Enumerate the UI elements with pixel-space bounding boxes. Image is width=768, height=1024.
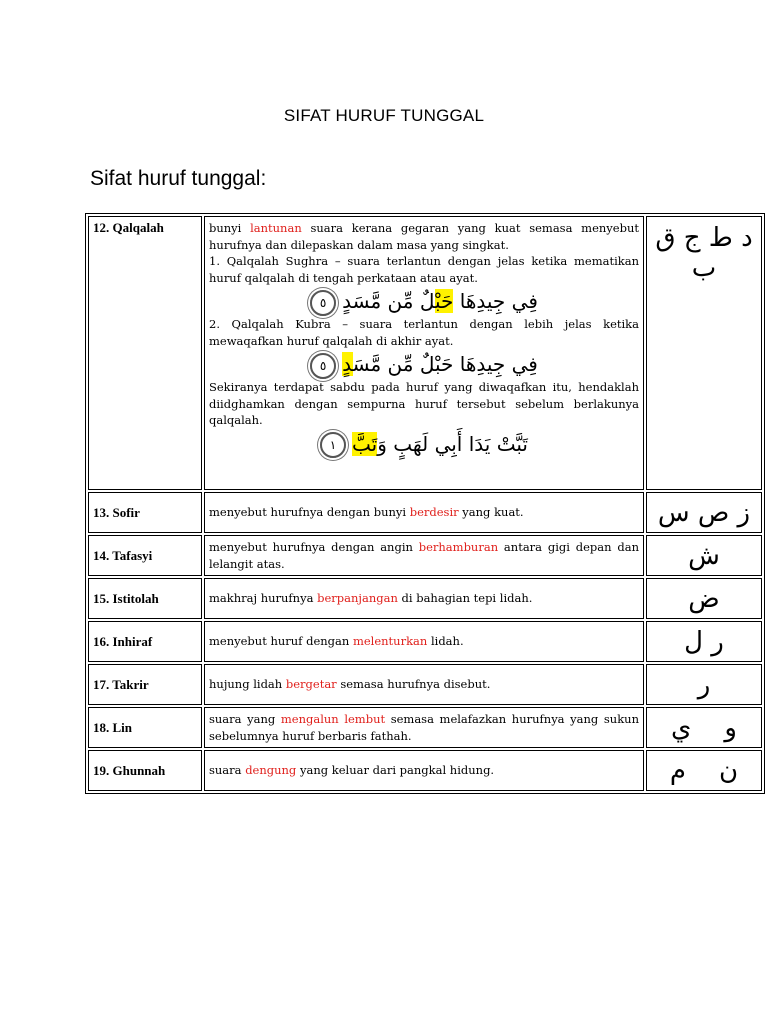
- desc-text: yang keluar dari pangkal hidung.: [296, 763, 495, 778]
- desc-text: semasa melafazkan hurufnya yang sukun sebelumnya huruf berbaris fathah.: [209, 712, 639, 743]
- desc-text: yang kuat.: [458, 505, 524, 520]
- row-letters: ض: [646, 578, 762, 619]
- highlight-term: berpanjangan: [317, 591, 398, 606]
- verse-text: فِي جِيدِهَا حَبْلٌ مِّن مَّسَ: [352, 352, 538, 376]
- row-letters: ر: [646, 664, 762, 705]
- desc-text: suara: [209, 763, 246, 778]
- page-title: SIFAT HURUF TUNGGAL: [283, 106, 485, 125]
- qalqalah-intro: [209, 220, 639, 253]
- row-description: [204, 535, 644, 576]
- letters-line: د ط ج ق: [655, 223, 753, 253]
- row-name: 13. Sofir: [88, 492, 202, 533]
- verse-text: فِي جِيدِهَا: [453, 289, 538, 313]
- desc-text: antara gigi depan dan lelangit atas.: [209, 540, 639, 571]
- table-row-lin: [88, 707, 762, 748]
- verse-example-1: [209, 286, 639, 316]
- sifat-table: [85, 213, 765, 794]
- highlight-term: dengung: [245, 763, 297, 778]
- highlight-term: melenturkan: [352, 634, 428, 649]
- row-description: [204, 492, 644, 533]
- row-description: [204, 216, 644, 490]
- highlight-term: bergetar: [285, 677, 337, 692]
- row-letters: و ي: [646, 707, 762, 748]
- row-description: [204, 750, 644, 791]
- verse-highlight: حَبْ: [434, 289, 454, 313]
- row-letters: ز ص س: [646, 492, 762, 533]
- desc-text: menyebut huruf dengan: [209, 634, 353, 649]
- verse-highlight: تَبَّ: [352, 431, 378, 456]
- desc-text: menyebut hurufnya dengan angin: [209, 540, 419, 554]
- row-name: 12. Qalqalah: [88, 216, 202, 490]
- table-row-sofir: [88, 492, 762, 533]
- desc-text: di bahagian tepi lidah.: [397, 591, 533, 606]
- desc-text: semasa hurufnya disebut.: [336, 677, 491, 692]
- highlight-term: berdesir: [409, 505, 459, 520]
- desc-text: suara yang: [209, 712, 281, 726]
- table-row-inhiraf: [88, 621, 762, 662]
- row-description: [204, 621, 644, 662]
- verse-text: تَبَّتْ يَدَا أَبِي لَهَبٍ وَ: [377, 431, 528, 456]
- highlight-term: lantunan: [250, 221, 302, 235]
- ayah-number-marker: ١: [320, 432, 346, 458]
- row-name: 18. Lin: [88, 707, 202, 748]
- desc-text: suara kerana gegaran yang kuat semasa menyebut hurufnya dan dilepaskan dalam masa yang singkat.: [209, 221, 639, 252]
- row-description: [204, 707, 644, 748]
- row-name: 14. Tafasyi: [88, 535, 202, 576]
- row-description: [204, 578, 644, 619]
- ayah-number-marker: ٥: [310, 353, 336, 379]
- row-name: 16. Inhiraf: [88, 621, 202, 662]
- table-row-istitolah: [88, 578, 762, 619]
- verse-example-2: [209, 349, 639, 379]
- verse-highlight: دٍ: [342, 352, 353, 376]
- qalqalah-kubra: 2. Qalqalah Kubra – suara terlantun dengan lebih jelas ketika mewaqafkan huruf qalqalah di akhir ayat.: [209, 317, 639, 348]
- qalqalah-note: Sekiranya terdapat sabdu pada huruf yang diwaqafkan itu, hendaklah diidghamkan dengan sempurna huruf tersebut sebelum berlakunya qalqalah.: [209, 380, 639, 427]
- row-letters: [646, 216, 762, 490]
- row-letters: ر ل: [646, 621, 762, 662]
- table-row-takrir: [88, 664, 762, 705]
- ayah-number-marker: ٥: [310, 290, 336, 316]
- row-description: [204, 664, 644, 705]
- row-letters: ن م: [646, 750, 762, 791]
- table-row-tafasyi: [88, 535, 762, 576]
- table-row-ghunnah: [88, 750, 762, 791]
- row-name: 17. Takrir: [88, 664, 202, 705]
- table-row-qalqalah: [88, 216, 762, 490]
- desc-text: lidah.: [427, 634, 464, 649]
- section-subtitle: Sifat huruf tunggal:: [90, 167, 267, 190]
- verse-text: لٌ مِّن مَّسَدٍ: [342, 289, 435, 313]
- desc-text: makhraj hurufnya: [209, 591, 318, 606]
- row-name: 19. Ghunnah: [88, 750, 202, 791]
- qalqalah-sughra: 1. Qalqalah Sughra – suara terlantun dengan jelas ketika mematikan huruf qalqalah di tengah perkataan atau ayat.: [209, 254, 639, 285]
- verse-example-3: [209, 429, 639, 459]
- letters-line: ب: [691, 253, 717, 283]
- row-letters: ش: [646, 535, 762, 576]
- highlight-term: berhamburan: [418, 540, 499, 554]
- sifat-table-container: [85, 213, 765, 794]
- desc-text: hujung lidah: [209, 677, 286, 692]
- desc-text: menyebut hurufnya dengan bunyi: [209, 505, 410, 520]
- highlight-term: mengalun lembut: [280, 712, 386, 726]
- row-name: 15. Istitolah: [88, 578, 202, 619]
- desc-text: bunyi: [209, 221, 251, 235]
